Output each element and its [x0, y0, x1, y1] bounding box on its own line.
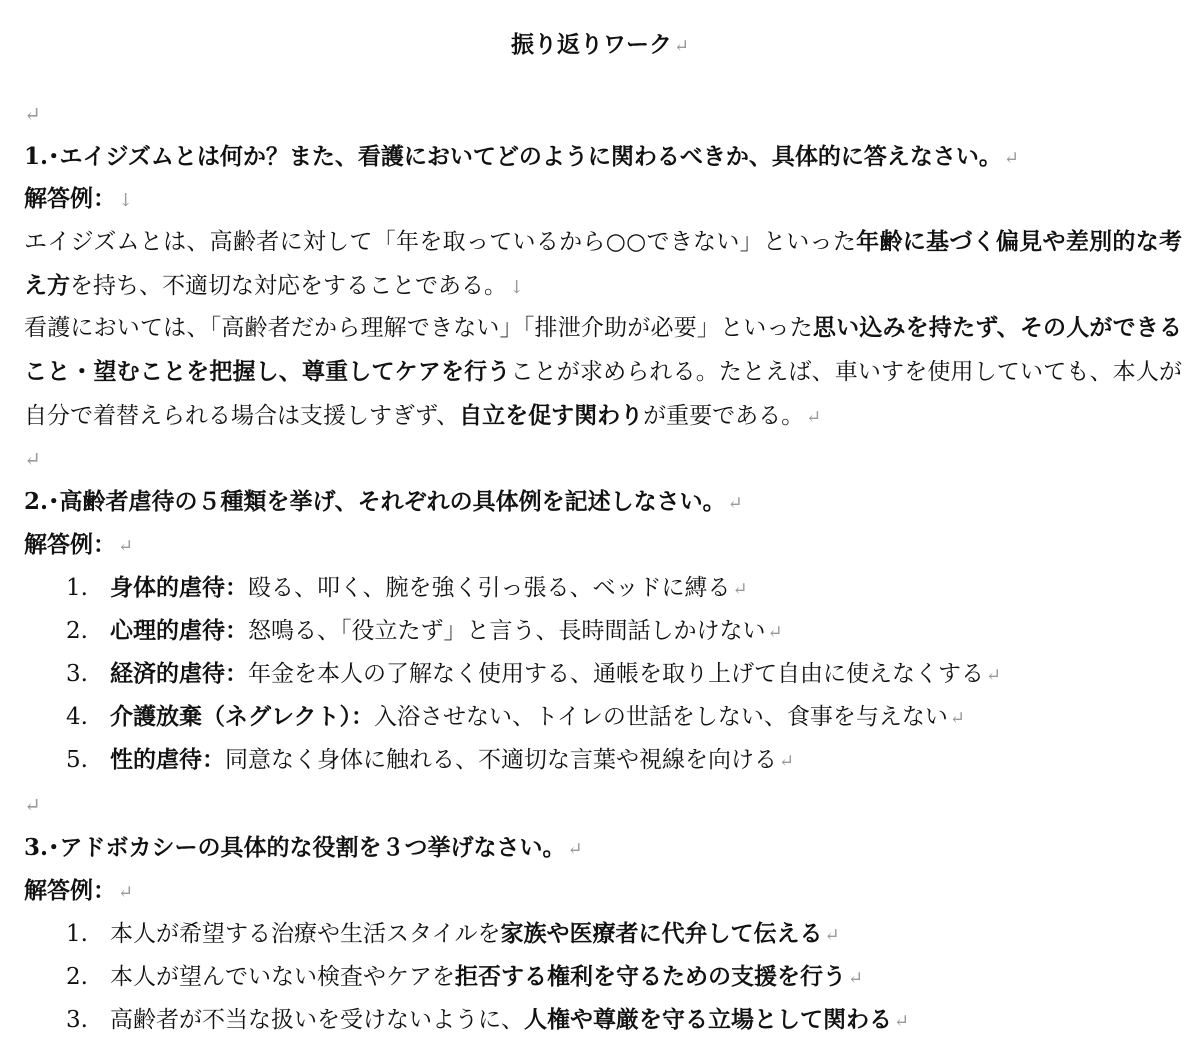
abuse-item: 3. 経済的虐待：年金を本人の了解なく使用する、通帳を取り上げて自由に使えなくする ↵ — [66, 660, 1002, 687]
question-2: 2.･高齢者虐待の５種類を挙げ、それぞれの具体例を記述しなさい。 ↵ — [24, 488, 743, 515]
advocacy-item: 2. 本人が望んでいない検査やケアを拒否する権利を守るための支援を行う ↵ — [66, 963, 864, 990]
abuse-desc: 入浴させない、トイレの世話をしない、食事を与えない — [374, 704, 948, 730]
paragraph-mark: ↵ — [732, 579, 748, 600]
answer-1-paragraph-1 — [24, 220, 1182, 309]
advocacy-emphasis: 人権や尊厳を守る立場として関わる — [524, 1006, 892, 1033]
abuse-term: 経済的虐待： — [110, 660, 248, 687]
abuse-item: 5. 性的虐待：同意なく身体に触れる、不適切な言葉や視線を向ける ↵ — [66, 746, 795, 773]
advocacy-emphasis: 家族や医療者に代弁して伝える — [500, 920, 823, 947]
answer-label-3: 解答例： ↵ — [24, 877, 134, 904]
paragraph-mark: ↵ — [673, 36, 690, 57]
abuse-item: 1. 身体的虐待：殴る、叩く、腕を強く引っ張る、ベッドに縛る ↵ — [66, 574, 748, 601]
abuse-desc: 同意なく身体に触れる、不適切な言葉や視線を向ける — [225, 747, 777, 773]
paragraph-mark: ↵ — [824, 925, 840, 946]
paragraph-mark: ↵ — [986, 665, 1002, 686]
answer-emphasis: 自立を促す関わり — [459, 402, 644, 429]
abuse-desc: 年金を本人の了解なく使用する、通帳を取り上げて自由に使えなくする — [248, 661, 984, 687]
answer-emphasis: 年齢に基づく偏見や差別的な考え方 — [24, 228, 1182, 299]
advocacy-emphasis: 拒否する権利を守るための支援を行う — [455, 963, 846, 990]
answer-text: ことが求められる。たとえば、車いすを使用していても、本人が自分で着替えられる場合は支援しすぎず、 — [24, 359, 1183, 429]
paragraph-mark: ↵ — [727, 493, 743, 514]
paragraph-mark: ↵ — [848, 968, 864, 989]
paragraph-mark: ↵ — [779, 751, 795, 772]
empty-paragraph-mark: ↵ — [24, 793, 41, 817]
answer-emphasis: 思い込みを持たず — [812, 314, 997, 341]
answer-text: エイジズムとは、高齢者に対して「年を取っているから○○できない」といった — [24, 229, 857, 255]
answer-text: 看護においては、「高齢者だから理解できない」「排泄介助が必要」といった — [24, 315, 813, 341]
document-title: 振り返りワーク ↵ — [510, 31, 690, 58]
paragraph-mark: ↵ — [118, 536, 134, 557]
paragraph-mark: ↵ — [894, 1011, 910, 1032]
abuse-desc: 殴る、叩く、腕を強く引っ張る、ベッドに縛る — [248, 575, 731, 601]
line-break-mark: ↓ — [509, 277, 525, 298]
paragraph-mark: ↵ — [767, 622, 783, 643]
paragraph-mark: ↵ — [1003, 148, 1019, 169]
abuse-term: 身体的虐待： — [110, 574, 248, 601]
answer-emphasis: 、その人ができること・望むことを把握し、尊重してケアを行う — [24, 314, 1183, 385]
advocacy-text: 本人が希望する治療や生活スタイルを — [110, 921, 501, 947]
abuse-term: 心理的虐待： — [110, 617, 248, 644]
answer-text: が重要である。 — [643, 403, 805, 429]
abuse-item: 4. 介護放棄（ネグレクト）：入浴させない、トイレの世話をしない、食事を与えない ↵ — [66, 703, 965, 730]
abuse-item: 2. 心理的虐待：怒鳴る、「役立たず」と言う、長時間話しかけない ↵ — [66, 617, 783, 644]
advocacy-text: 本人が望んでいない検査やケアを — [110, 964, 455, 990]
advocacy-item: 3. 高齢者が不当な扱いを受けないように、人権や尊厳を守る立場として関わる ↵ — [66, 1006, 910, 1033]
paragraph-mark: ↵ — [567, 839, 583, 860]
paragraph-mark: ↵ — [949, 708, 965, 729]
abuse-desc: 怒鳴る、「役立たず」と言う、長時間話しかけない — [248, 618, 766, 644]
answer-text: を持ち、不適切な対応をすることである。 — [70, 273, 507, 299]
answer-1-paragraph-2 — [24, 306, 1182, 439]
line-break-mark: ↓ — [118, 190, 134, 211]
paragraph-mark: ↵ — [806, 407, 822, 428]
abuse-term: 性的虐待： — [110, 746, 225, 773]
question-3: 3.･アドボカシーの具体的な役割を３つ挙げなさい。 ↵ — [24, 834, 583, 861]
advocacy-item: 1. 本人が希望する治療や生活スタイルを家族や医療者に代弁して伝える ↵ — [66, 920, 840, 947]
answer-label-2: 解答例： ↵ — [24, 531, 134, 558]
empty-paragraph-mark: ↵ — [24, 102, 41, 126]
question-1: 1.･エイジズムとは何か？また、看護においてどのように関わるべきか、具体的に答えなさい。 ↵ — [24, 143, 1019, 170]
advocacy-text: 高齢者が不当な扱いを受けないように、 — [110, 1007, 524, 1033]
paragraph-mark: ↵ — [118, 882, 134, 903]
answer-label-1: 解答例： ↓ — [24, 185, 134, 212]
abuse-term: 介護放棄（ネグレクト）： — [110, 703, 375, 730]
empty-paragraph-mark: ↵ — [24, 447, 41, 471]
